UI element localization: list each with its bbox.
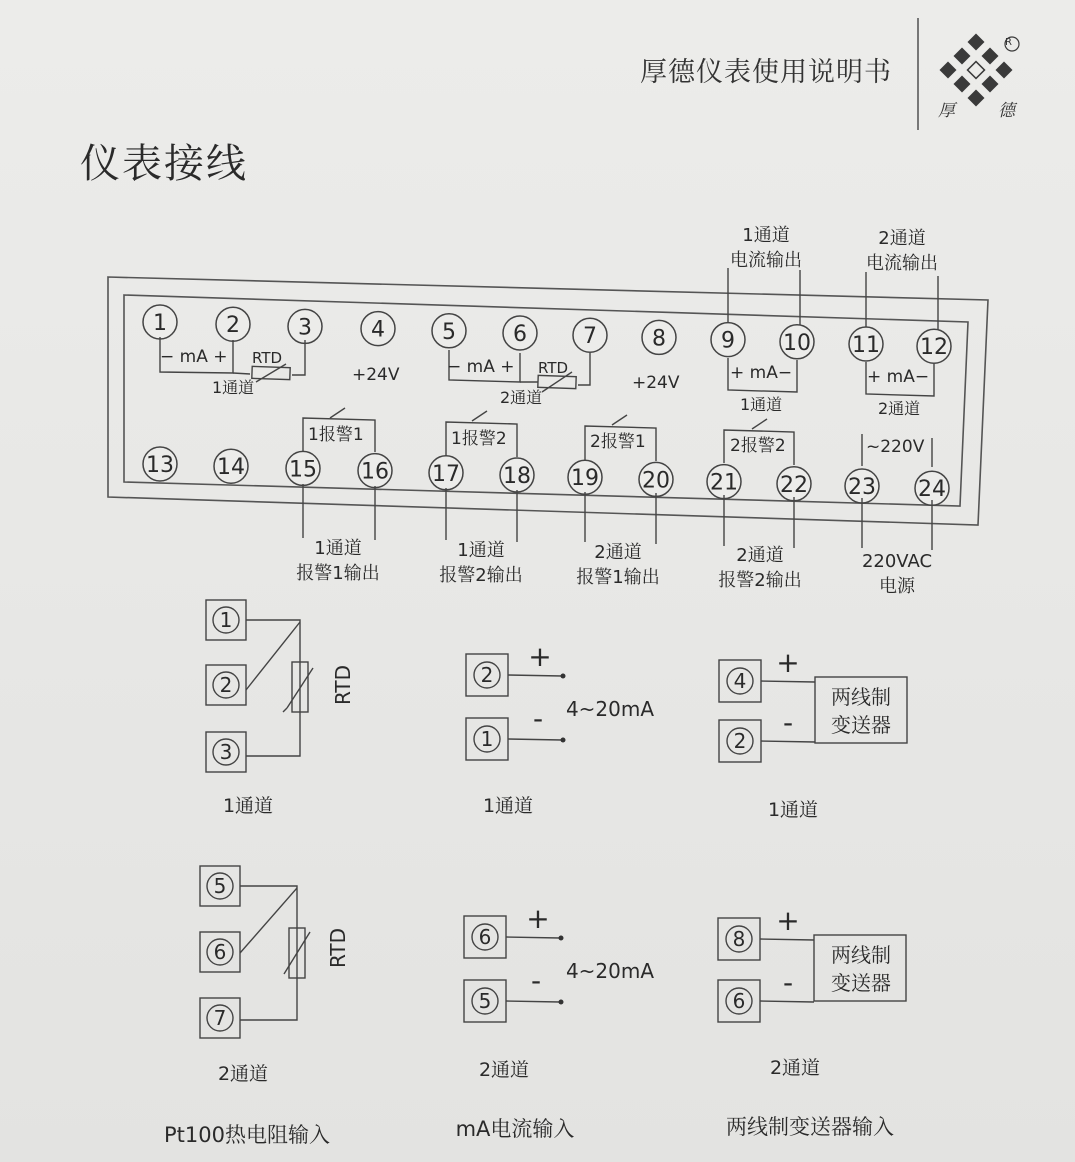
ma-terminal-5-label: 5: [478, 989, 492, 1013]
terminal-7: [573, 318, 607, 352]
terminal-17-label: 17: [432, 461, 460, 487]
out-ma-label-ch1: + mA−: [730, 363, 793, 383]
terminal-5: [432, 314, 466, 348]
terminal-3-label: 3: [298, 315, 312, 341]
logo-text-de: 德: [998, 101, 1015, 121]
caption-rtd-input: Pt100热电阻输入: [164, 1123, 330, 1147]
tx-ch1-minus: -: [782, 706, 794, 739]
ac220-label: ~220V: [866, 437, 925, 457]
ma-terminal-6-label: 6: [478, 925, 492, 949]
caption-ma-input: mA电流输入: [455, 1117, 575, 1141]
bottom-terminal-row: [143, 447, 949, 505]
terminal-14: [214, 449, 248, 483]
terminal-3: [288, 309, 322, 343]
ma-ch2-caption: 2通道: [478, 1059, 530, 1081]
terminal-2-label: 2: [226, 313, 240, 339]
rtd-wiring-label-ch2: RTD: [326, 927, 350, 969]
ma-terminals: [472, 662, 500, 1014]
ma-terminal-2-label: 2: [480, 663, 494, 687]
terminal-15-label: 15: [289, 457, 317, 483]
caption-alarm-c3-line1: 2通道: [594, 542, 642, 563]
terminal-19: [568, 460, 602, 494]
caption-alarm-c4-line1: 2通道: [736, 545, 784, 566]
tx-ch1-plus: +: [776, 646, 800, 679]
ch2-ma-label: − mA +: [447, 357, 515, 377]
rtd-ch2-caption: 2通道: [217, 1063, 269, 1085]
ch1-label: 1通道: [212, 378, 255, 397]
caption-ch2-out-line2: 电流输出: [866, 253, 938, 274]
alarm-2-2-label: 2报警2: [730, 436, 786, 456]
rtd-ch1-caption: 1通道: [222, 795, 274, 817]
terminal-6-label: 6: [513, 322, 527, 347]
ma-ch1-plus: +: [528, 640, 552, 673]
terminal-22-label: 22: [780, 472, 808, 498]
rtd-label-ch2: RTD: [538, 359, 569, 377]
manual-title: 厚德仪表使用说明书: [640, 57, 892, 88]
tx-ch1-caption: 1通道: [767, 799, 819, 821]
transmitter-terminal-4-label: 4: [733, 669, 747, 693]
out-ma-label-ch2: + mA−: [867, 367, 930, 387]
terminal-14-label: 14: [217, 455, 245, 481]
terminal-4: [361, 312, 395, 346]
terminal-23-label: 23: [848, 475, 876, 500]
caption-power-line1: 220VAC: [861, 551, 933, 572]
ch1-ma-label: − mA +: [160, 347, 228, 367]
rtd-wiring-label-ch1: RTD: [331, 664, 355, 706]
rtd-ch2-terminal-5-label: 5: [213, 874, 227, 898]
rtd-label-ch1: RTD: [252, 349, 283, 367]
caption-ch1-out-line1: 1通道: [742, 225, 790, 246]
v24-label-1: +24V: [352, 365, 400, 385]
terminal-13-label: 13: [146, 453, 174, 478]
terminal-18: [500, 458, 534, 492]
terminal-6: [503, 316, 537, 350]
terminal-15: [286, 451, 320, 485]
terminal-9: [711, 323, 745, 357]
transmitter-terminal-2-label: 2: [733, 729, 747, 753]
transmitter-terminal-6: [726, 988, 752, 1014]
caption-alarm-c2-line2: 报警2输出: [439, 565, 523, 586]
terminal-7-label: 7: [583, 324, 597, 350]
terminal-17: [429, 456, 463, 490]
rtd-ch1-terminal-3-label: 3: [219, 740, 233, 764]
terminal-4-label: 4: [371, 317, 385, 343]
terminal-1-label: 1: [153, 311, 167, 336]
caption-alarm-c2-line1: 1通道: [457, 540, 505, 561]
transmitter-terminal-6-label: 6: [732, 989, 746, 1013]
logo-text-hou: 厚: [938, 101, 955, 121]
rtd-ch1-terminal-1: [213, 607, 239, 633]
ch2-label: 2通道: [500, 388, 543, 407]
terminal-21: [707, 465, 741, 499]
ma-terminal-2: [474, 662, 500, 688]
terminal-22: [777, 467, 811, 501]
terminal-20-label: 20: [642, 468, 670, 494]
rtd-ch2-terminal-6-label: 6: [213, 940, 227, 964]
out-ch2-label: 2通道: [878, 399, 921, 418]
terminal-2: [216, 307, 250, 341]
tx-ch2-label-line2: 变送器: [831, 971, 891, 995]
alarm-2-1-label: 2报警1: [590, 432, 646, 452]
transmitter-terminal-2: [727, 728, 753, 754]
tx-ch1-label-line1: 两线制: [831, 685, 891, 709]
terminal-23: [845, 469, 879, 503]
terminal-8-label: 8: [652, 326, 666, 352]
ma-ch2-range: 4~20mA: [565, 959, 655, 983]
terminal-10-label: 10: [783, 330, 811, 356]
registered-mark: R: [1005, 37, 1012, 48]
rtd-ch1-terminal-2: [213, 672, 239, 698]
ma-ch1-caption: 1通道: [482, 795, 534, 817]
terminal-16: [358, 454, 392, 488]
rtd-ch2-terminal-6: [207, 939, 233, 965]
caption-power-line2: 电源: [879, 576, 915, 597]
caption-ch2-out-line1: 2通道: [878, 228, 926, 249]
ma-ch1-minus: -: [532, 702, 544, 735]
tx-ch2-plus: +: [776, 904, 800, 937]
panel-inner-frame: [124, 295, 968, 506]
ma-ch1-range: 4~20mA: [565, 697, 655, 721]
v24-label-2: +24V: [632, 373, 680, 393]
caption-transmitter-input: 两线制变送器输入: [726, 1115, 894, 1139]
ma-terminal-5: [472, 988, 498, 1014]
section-title: 仪表接线: [80, 141, 248, 187]
rtd-ch1-terminal-1-label: 1: [219, 608, 233, 632]
transmitter-terminal-8-label: 8: [732, 927, 746, 951]
terminal-16-label: 16: [361, 459, 389, 485]
caption-alarm-c1-line2: 报警1输出: [296, 563, 380, 584]
transmitter-terminal-4: [727, 668, 753, 694]
tx-ch2-minus: -: [782, 966, 794, 999]
tx-ch1-label-line2: 变送器: [831, 713, 891, 737]
terminal-8: [642, 320, 676, 354]
out-ch1-label: 1通道: [740, 395, 783, 414]
tx-ch2-label-line1: 两线制: [831, 943, 891, 967]
caption-alarm-c3-line2: 报警1输出: [576, 567, 660, 588]
rtd-ch1-terminal-3: [213, 739, 239, 765]
terminal-24-label: 24: [918, 477, 946, 503]
rtd-ch2-terminal-5: [207, 873, 233, 899]
caption-ch1-out-line2: 电流输出: [730, 250, 802, 271]
terminal-5-label: 5: [442, 319, 456, 345]
alarm-1-1-label: 1报警1: [308, 425, 364, 445]
ma-ch2-minus: -: [530, 964, 542, 997]
terminal-9-label: 9: [721, 328, 735, 354]
terminal-20: [639, 462, 673, 496]
caption-alarm-c1-line1: 1通道: [314, 538, 362, 559]
alarm-1-2-label: 1报警2: [451, 429, 507, 449]
rtd-ch2-terminal-7: [207, 1005, 233, 1031]
terminal-11-label: 11: [852, 333, 880, 358]
terminal-21-label: 21: [710, 470, 738, 496]
ma-ch2-plus: +: [526, 902, 550, 935]
terminal-1: [143, 305, 177, 339]
tx-ch2-caption: 2通道: [769, 1057, 821, 1079]
terminal-18-label: 18: [503, 464, 531, 489]
rtd-ch1-terminal-2-label: 2: [219, 673, 233, 697]
terminal-13: [143, 447, 177, 481]
terminal-10: [780, 325, 814, 359]
terminal-12: [917, 329, 951, 363]
caption-alarm-c4-line2: 报警2输出: [718, 570, 802, 591]
ma-terminal-1-label: 1: [480, 727, 494, 751]
ma-terminal-1: [474, 726, 500, 752]
terminal-19-label: 19: [571, 466, 599, 492]
terminal-12-label: 12: [920, 335, 948, 361]
ma-terminal-6: [472, 924, 498, 950]
rtd-ch2-terminal-7-label: 7: [213, 1006, 227, 1030]
terminal-11: [849, 327, 883, 361]
transmitter-terminal-8: [726, 926, 752, 952]
